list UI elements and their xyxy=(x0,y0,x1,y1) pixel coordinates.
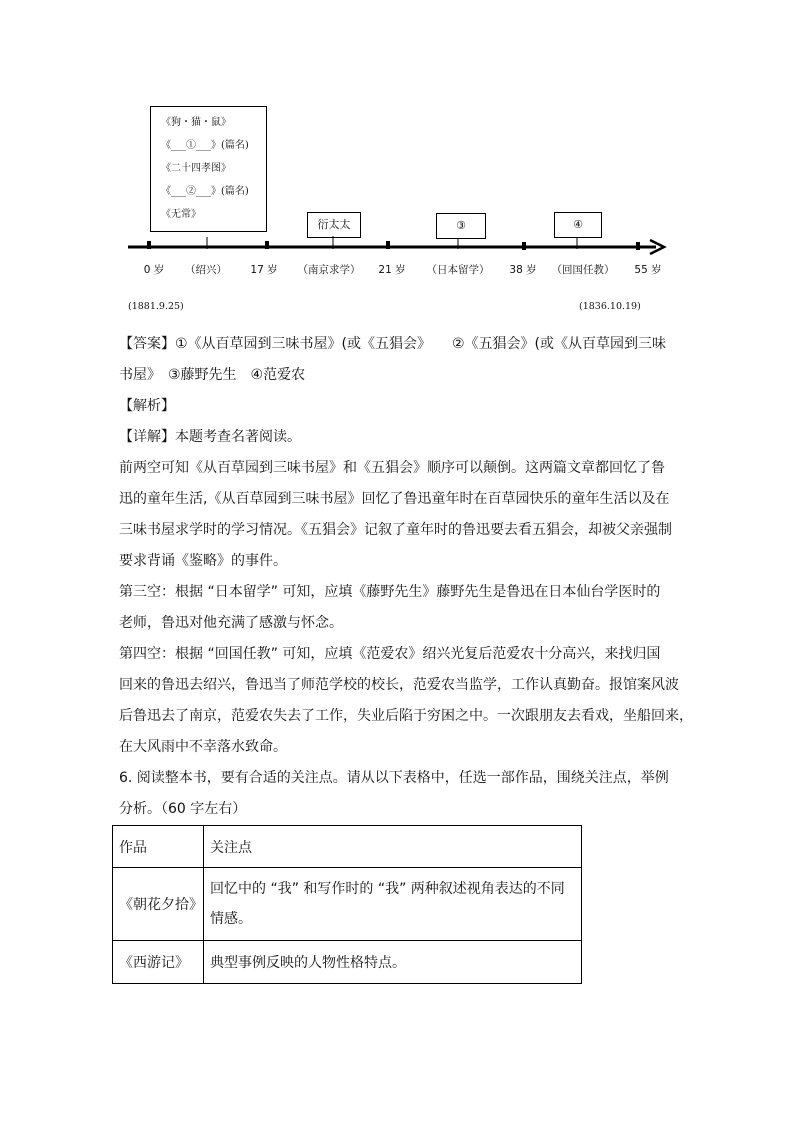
para3-line: 后鲁迅去了南京，范爱农失去了工作，失业后陷于穷困之中。一次跟朋友去看戏，坐船回来， xyxy=(119,708,693,724)
question-line: 6. 阅读整本书，要有合适的关注点。请从以下表格中，任选一部作品，围绕关注点，举例 xyxy=(119,770,669,786)
box-blank-3: ③ xyxy=(436,213,486,239)
table-cell-work: 《朝花夕拾》 xyxy=(113,868,204,941)
date-start: (1881.9.25) xyxy=(128,301,184,312)
tick-mark xyxy=(522,242,526,250)
answer-line: 书屋》 ③藤野先生 ④范爱农 xyxy=(119,367,306,383)
tick-mark xyxy=(265,241,269,249)
book-line: 《无常》 xyxy=(161,209,201,220)
tick-label: （日本留学） xyxy=(426,264,490,276)
tick-label: 17 岁 xyxy=(250,264,278,276)
date-end: (1836.10.19) xyxy=(579,301,641,312)
tick-label: （南京求学） xyxy=(297,264,361,276)
analysis-heading: 【解析】 xyxy=(119,398,175,414)
table-cell-focus: 典型事例反映的人物性格特点。 xyxy=(204,941,582,984)
tick-mark xyxy=(147,241,151,249)
book-line: 《___②___》(篇名) xyxy=(161,186,249,197)
focus-table xyxy=(112,825,582,984)
detail-line: 【详解】本题考查名著阅读。 xyxy=(119,429,301,445)
para3-line: 第四空：根据 “回国任教” 可知，应填《范爱农》绍兴光复后范爱农十分高兴，来找归国 xyxy=(119,646,661,662)
box-blank-4: ④ xyxy=(554,212,602,238)
table-header-cell: 作品 xyxy=(113,826,204,868)
tick-label: 21 岁 xyxy=(378,264,406,276)
box-yan-taitai: 衍太太 xyxy=(307,212,361,238)
para3-line: 回来的鲁迅去绍兴，鲁迅当了师范学校的校长，范爱农当监学，工作认真勤奋。报馆案风波 xyxy=(119,677,679,693)
book-line: 《二十四孝图》 xyxy=(161,163,231,174)
tick-label: 38 岁 xyxy=(509,264,537,276)
answer-line: 【答案】①《从百草园到三味书屋》(或《五猖会》 ②《五猖会》(或《从百草园到三味 xyxy=(119,336,667,352)
table-header-row xyxy=(113,826,582,868)
para3-line: 在大风雨中不幸落水致命。 xyxy=(119,739,287,755)
tick-mark xyxy=(386,241,390,249)
para2-line: 第三空：根据 “日本留学” 可知，应填《藤野先生》藤野先生是鲁迅在日本仙台学医时的 xyxy=(119,584,661,600)
para1-line: 三味书屋求学时的学习情况。《五猖会》记叙了童年时的鲁迅要去看五猖会，却被父亲强制 xyxy=(119,522,672,538)
table-cell-text: 情感。 xyxy=(210,911,252,927)
table-header-cell: 关注点 xyxy=(204,826,582,868)
table-row xyxy=(113,941,582,984)
timeline-axis xyxy=(0,0,794,300)
tick-label: 0 岁 xyxy=(143,264,165,276)
book-line: 《狗・猫・鼠》 xyxy=(161,117,231,128)
table-cell-focus xyxy=(204,868,582,941)
book-line: 《___①___》(篇名) xyxy=(161,140,249,151)
para2-line: 老师，鲁迅对他充满了感激与怀念。 xyxy=(119,615,343,631)
tick-mark xyxy=(636,242,640,250)
table-cell-work: 《西游记》 xyxy=(113,941,204,984)
tick-label: （绍兴） xyxy=(185,264,227,276)
table-cell-text: 回忆中的 “我” 和写作时的 “我” 两种叙述视角表达的不同 xyxy=(210,881,565,897)
tick-label: 55 岁 xyxy=(634,264,662,276)
tick-label: （回国任教） xyxy=(551,264,615,276)
table-row xyxy=(113,868,582,941)
para1-line: 前两空可知《从百草园到三味书屋》和《五猖会》顺序可以颠倒。这两篇文章都回忆了鲁 xyxy=(119,460,665,476)
para1-line: 迅的童年生活,《从百草园到三味书屋》回忆了鲁迅童年时在百草园快乐的童年生活以及在 xyxy=(119,491,670,507)
question-line: 分析。（60 字左右） xyxy=(119,801,247,817)
para1-line: 要求背诵《鉴略》的事件。 xyxy=(119,553,287,569)
